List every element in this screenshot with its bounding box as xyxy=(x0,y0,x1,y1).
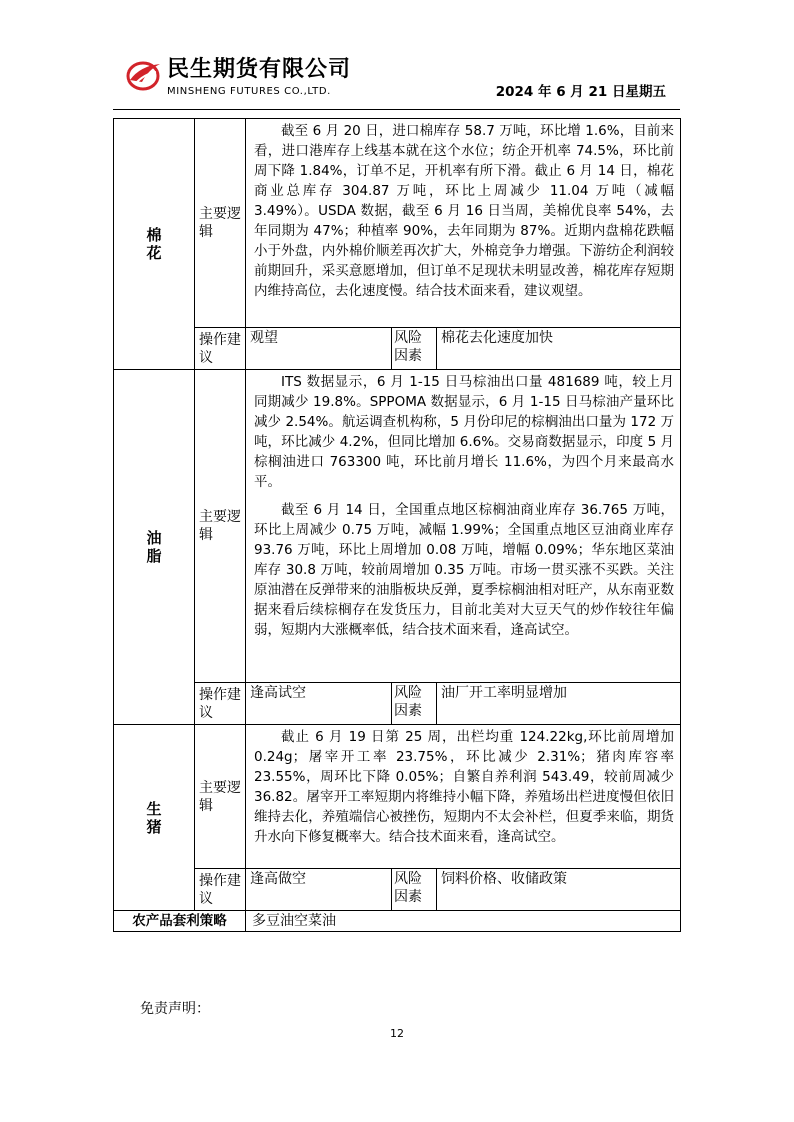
logic-text-hogs: 截止 6 月 19 日第 25 周，出栏均重 124.22kg,环比前周增加 0.24g；屠宰开工率 23.75%，环比减少 2.31%；猪肉库容率 23.55%，周环比下降 0.05%；自繁自养利润 543.49，较前周减少 36.82。屠宰开工率短期内将维持小幅下降，养殖场出栏进度慢但依旧维持去化，养殖端信心被挫伤，短期内不太会补栏，但夏季来临，期货升水向下修复概率大。结合技术面来看，逢高试空。 xyxy=(246,725,681,869)
operation-oils: 逢高试空 xyxy=(246,683,392,725)
risk-label: 风险因素 xyxy=(392,328,437,370)
page-number: 12 xyxy=(390,1027,404,1040)
page-header xyxy=(0,0,794,110)
arbitrage-label: 农产品套利策略 xyxy=(114,911,246,932)
company-name-en: MINSHENG FUTURES CO.,LTD. xyxy=(167,86,331,97)
risk-cotton: 棉花去化速度加快 xyxy=(437,328,681,370)
category-cotton: 棉花 xyxy=(114,119,195,370)
operation-label: 操作建议 xyxy=(195,328,246,370)
minsheng-logo-icon xyxy=(126,58,162,92)
risk-oils: 油厂开工率明显增加 xyxy=(437,683,681,725)
logic-label: 主要逻辑 xyxy=(195,119,246,328)
header-rule xyxy=(113,109,680,110)
operation-label: 操作建议 xyxy=(195,683,246,725)
logic-text-cotton: 截至 6 月 20 日，进口棉库存 58.7 万吨，环比增 1.6%，目前来看，进口港库存上线基本就在这个水位；纺企开机率 74.5%，环比前周下降 1.84%，订单不足，开机率有所下滑。截止 6 月 14 日，棉花商业总库存 304.87 万吨，环比上周减少 11.04 万吨（减幅 3.49%）。USDA 数据，截至 6 月 16 日当周，美棉优良率 54%，去年同期为 47%；种植率 90%，去年同期为 87%。近期内盘棉花跌幅小于外盘，内外棉价顺差再次扩大，外棉竞争力增强。下游纺企利润较前期回升，采买意愿增加，但订单不足现状未明显改善，棉花库存短期内维持高位，去化速度慢。结合技术面来看，建议观望。 xyxy=(246,119,681,328)
category-oils: 油脂 xyxy=(114,370,195,725)
logic-label: 主要逻辑 xyxy=(195,725,246,869)
table-row xyxy=(114,911,681,932)
table-row xyxy=(114,683,681,725)
table-row xyxy=(114,725,681,869)
report-date: 2024 年 6 月 21 日星期五 xyxy=(495,84,666,100)
table-row xyxy=(114,119,681,328)
risk-label: 风险因素 xyxy=(392,869,437,911)
table-row xyxy=(114,328,681,370)
table-row xyxy=(114,370,681,683)
operation-hogs: 逢高做空 xyxy=(246,869,392,911)
operation-label: 操作建议 xyxy=(195,869,246,911)
company-name-cn: 民生期货有限公司 xyxy=(167,57,352,82)
logic-text-oils: ITS 数据显示，6 月 1-15 日马棕油出口量 481689 吨，较上月同期减少 19.8%。SPPOMA 数据显示，6 月 1-15 日马棕油产量环比减少 2.54%。航运调查机构称，5 月份印尼的棕榈油出口量为 172 万吨，环比减少 4.2%，但同比增加 6.6%。交易商数据显示，印度 5 月棕榈油进口 763300 吨，环比前月增长 11.6%，为四个月来最高水平。 截至 6 月 14 日，全国重点地区棕榈油商业库存 36.765 万吨，环比上周减少 0.75 万吨，减幅 1.99%；全国重点地区豆油商业库存 93.76 万吨，环比上周增加 0.08 万吨，增幅 0.09%；华东地区菜油库存 30.8 万吨，较前周增加 0.35 万吨。市场一贯买涨不买跌。关注原油潜在反弹带来的油脂板块反弹，夏季棕榈油相对旺产，从东南亚数据来看后续棕榈存在发货压力，目前北美对大豆天气的炒作较往年偏弱，短期内大涨概率低，结合技术面来看，逢高试空。 xyxy=(246,370,681,683)
arbitrage-value: 多豆油空菜油 xyxy=(246,911,681,932)
disclaimer-heading: 免责声明： xyxy=(140,1001,210,1017)
strategy-table xyxy=(113,118,681,932)
operation-cotton: 观望 xyxy=(246,328,392,370)
risk-hogs: 饲料价格、收储政策 xyxy=(437,869,681,911)
logic-label: 主要逻辑 xyxy=(195,370,246,683)
table-row xyxy=(114,869,681,911)
risk-label: 风险因素 xyxy=(392,683,437,725)
category-hogs: 生猪 xyxy=(114,725,195,911)
